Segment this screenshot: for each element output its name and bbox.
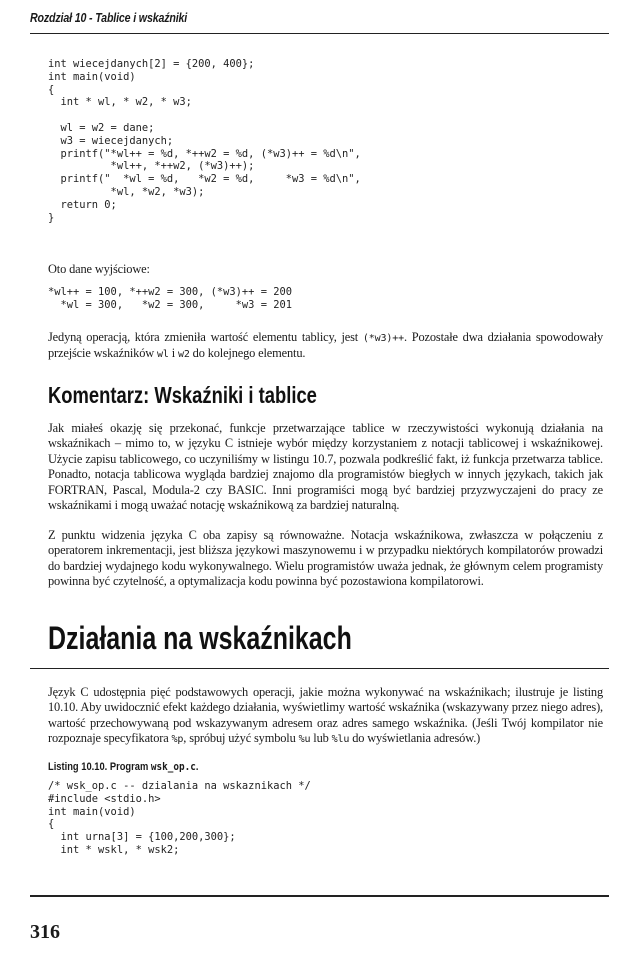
program-output: *wl++ = 100, *++w2 = 300, (*w3)++ = 200 *wl = 300, *w2 = 300, *w3 = 201 — [48, 286, 292, 311]
inline-code: %lu — [331, 734, 350, 746]
paragraph-after-output: Jedyną operacją, która zmieniła wartość elementu tablicy, jest (*w3)++. Pozostałe dwa działania spowodowały przejście wskaźników wl i w2 do kolejnego elementu. — [48, 330, 604, 361]
footer-rule — [30, 895, 609, 897]
page-number: 316 — [30, 921, 60, 943]
inline-code: w2 — [177, 349, 190, 361]
section2-paragraph: Język C udostępnia pięć podstawowych operacji, jakie można wykonywać na wskaźnikach; ilustruje je listing 10.10. Aby uwidocznić efekt każdego działania, wyświetlimy wartość wskaźnika (wskazywany przez niego adres), wartość przechowywaną pod wskazywanym adresem oraz adres samego wskaźnika. (Jeśli Twój kompilator nie rozpoznaje specyfikatora %p, spróbuj użyć symbolu %u lub %lu do wyświetlania adresów.) — [48, 685, 603, 746]
section1-paragraph-2: Z punktu widzenia języka C oba zapisy są równoważne. Notacja wskaźnikowa, zwłaszcza w połączeniu z operatorem inkrementacji, jest bliższa językowi maszynowemu i w przypadku niektórych kompilatorów prowadzi do bardziej wydajnego kodu wykonywalnego. Wielu programistów uważa jednak, że głównym celem programisty powinna być czytelność, a optymalizacja kodu powinna być pozostawiona kompilatorowi. — [48, 528, 603, 589]
section-heading-comment: Komentarz: Wskaźniki i tablice — [48, 382, 317, 408]
inline-code: (*w3)++ — [362, 333, 404, 344]
header-rule — [30, 33, 609, 34]
running-header: Rozdział 10 - Tablice i wskaźniki — [30, 10, 188, 25]
section-heading-pointer-ops: Działania na wskaźnikach — [48, 620, 352, 656]
code-block-pointers: int wiecejdanych[2] = {200, 400}; int main(void) { int * wl, * w2, * w3; wl = w2 = dane; w3 = wiecejdanych; printf("*wl++ = %d, *++w2 = %d, (*w3)++ = %d\n", *wl++, *++w2, (*w3)++); printf(" *wl = %d, *w2 = %d, *w3 = %d\n", *wl, *w2, *w3); return 0; } — [48, 58, 361, 224]
inline-code: wl — [157, 349, 169, 361]
output-intro: Oto dane wyjściowe: — [48, 262, 150, 276]
listing-caption: Listing 10.10. Program wsk_op.c. — [48, 760, 199, 773]
code-block-listing: /* wsk_op.c -- dzialania na wskaznikach */ #include <stdio.h> int main(void) { int urna[3] = {100,200,300}; int * wskl, * wsk2; — [48, 780, 311, 856]
inline-code: %u — [298, 734, 311, 746]
section-rule — [30, 668, 609, 669]
inline-code: %p — [171, 734, 184, 746]
section1-paragraph-1: Jak miałeś okazję się przekonać, funkcje przetwarzające tablice w rzeczywistości wykonują działania na wskaźnikach – mimo to, w języku C istnieje wybór między korzystaniem z notacji tablicowej i wskaźnikowej. Użycie zapisu tablicowego, co uczyniliśmy w listingu 10.7, pozwala podkreślić fakt, iż funkcja przetwarza tablice. Ponadto, notacja tablicowa wygląda bardziej znajomo dla programistów biegłych w innych językach, takich jak FORTRAN, Pascal, Modula-2 czy BASIC. Inni programiści mogą być bardziej przyzwyczajeni do pracy ze wskaźnikami i mogą uważać notację wskaźnikową za bardziej naturalną. — [48, 421, 603, 513]
